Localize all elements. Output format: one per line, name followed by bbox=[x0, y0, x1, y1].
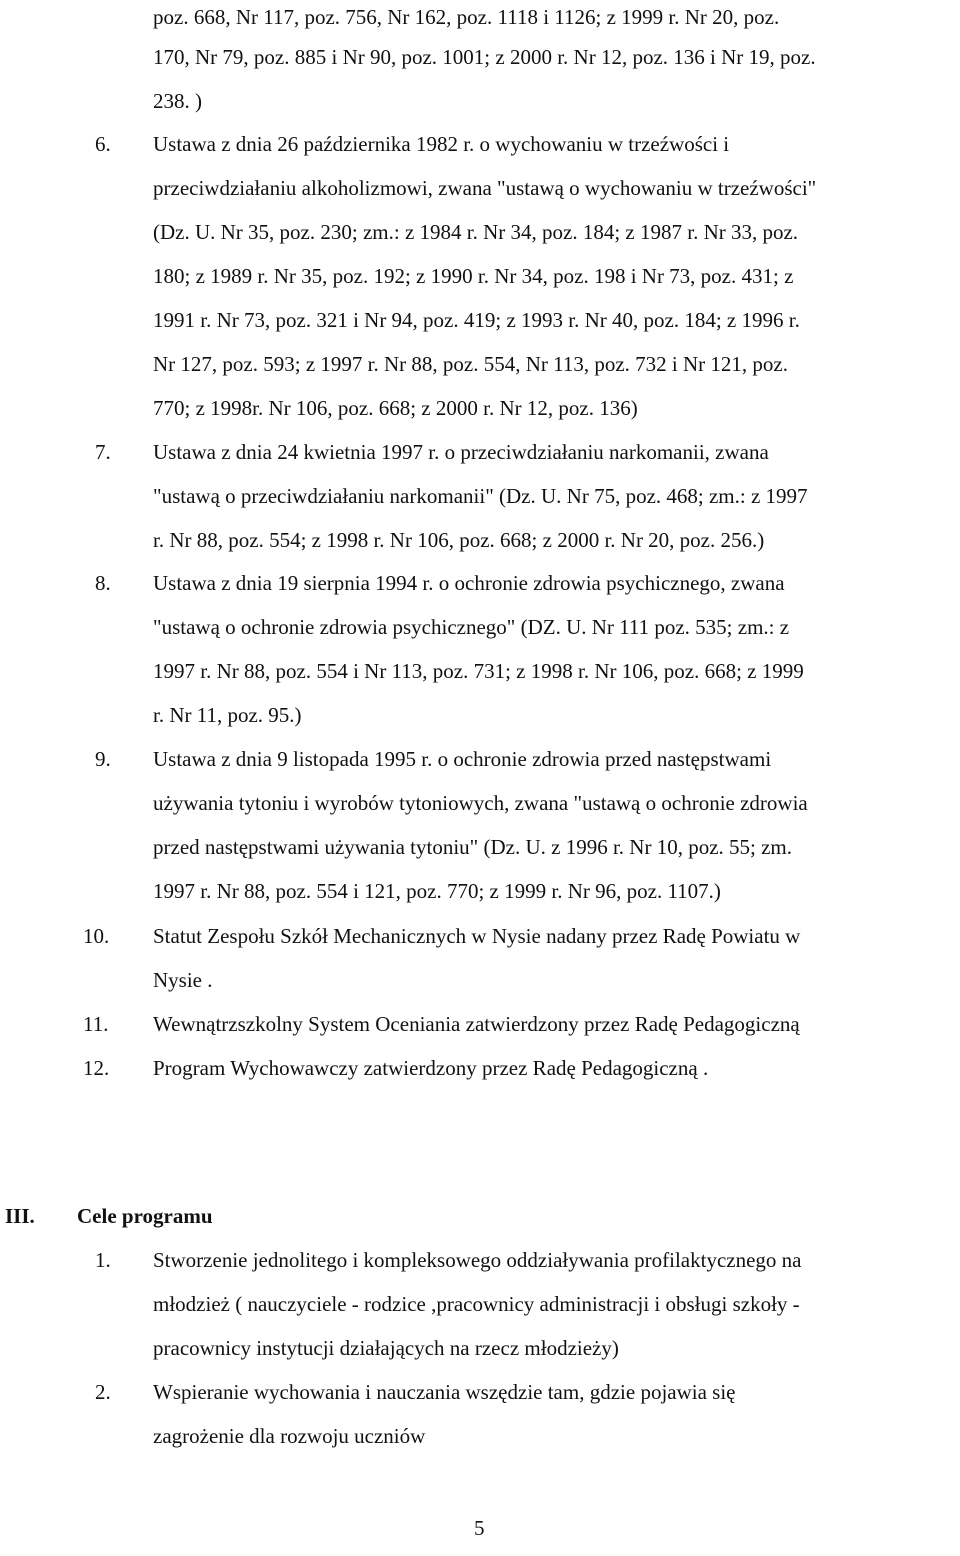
list-item-number: 9. bbox=[95, 747, 111, 771]
list-item-number: 6. bbox=[95, 132, 111, 156]
list-item-number: 11. bbox=[83, 1012, 109, 1036]
list-item-line: przed następstwami używania tytoniu" (Dz. U. z 1996 r. Nr 10, poz. 55; zm. bbox=[153, 835, 793, 859]
goal-line: pracownicy instytucji działających na rzecz młodzieży) bbox=[153, 1336, 619, 1360]
list-item-line: Ustawa z dnia 26 października 1982 r. o wychowaniu w trzeźwości i bbox=[153, 132, 730, 156]
goal-number: 2. bbox=[95, 1380, 111, 1404]
list-item-line: r. Nr 11, poz. 95.) bbox=[153, 703, 302, 727]
list-item-line: używania tytoniu i wyrobów tytoniowych, zwana "ustawą o ochronie zdrowia bbox=[153, 791, 808, 815]
list-item-line: 1997 r. Nr 88, poz. 554 i 121, poz. 770; z 1999 r. Nr 96, poz. 1107.) bbox=[153, 879, 721, 903]
list-item-line: Statut Zespołu Szkół Mechanicznych w Nysie nadany przez Radę Powiatu w bbox=[153, 924, 801, 948]
list-item-line: "ustawą o ochronie zdrowia psychicznego" (DZ. U. Nr 111 poz. 535; zm.: z bbox=[153, 615, 790, 639]
list-item-line: 180; z 1989 r. Nr 35, poz. 192; z 1990 r. Nr 34, poz. 198 i Nr 73, poz. 431; z bbox=[153, 264, 794, 288]
list-item-line: Ustawa z dnia 24 kwietnia 1997 r. o przeciwdziałaniu narkomanii, zwana bbox=[153, 440, 769, 464]
list-item-number: 7. bbox=[95, 440, 111, 464]
list-item-line: r. Nr 88, poz. 554; z 1998 r. Nr 106, poz. 668; z 2000 r. Nr 20, poz. 256.) bbox=[153, 528, 765, 552]
list-item-number: 8. bbox=[95, 571, 111, 595]
list-item-line: 1991 r. Nr 73, poz. 321 i Nr 94, poz. 419; z 1993 r. Nr 40, poz. 184; z 1996 r. bbox=[153, 308, 800, 332]
list-item-line: 1997 r. Nr 88, poz. 554 i Nr 113, poz. 731; z 1998 r. Nr 106, poz. 668; z 1999 bbox=[153, 659, 804, 683]
list-item-line: (Dz. U. Nr 35, poz. 230; zm.: z 1984 r. Nr 34, poz. 184; z 1987 r. Nr 33, poz. bbox=[153, 220, 799, 244]
continuation-line: 238. ) bbox=[153, 89, 202, 113]
goal-line: Wspieranie wychowania i nauczania wszędzie tam, gdzie pojawia się bbox=[153, 1380, 736, 1404]
goal-line: młodzież ( nauczyciele - rodzice ,pracownicy administracji i obsługi szkoły - bbox=[153, 1292, 800, 1316]
list-item-line: Program Wychowawczy zatwierdzony przez Radę Pedagogiczną . bbox=[153, 1056, 709, 1080]
list-item-line: "ustawą o przeciwdziałaniu narkomanii" (Dz. U. Nr 75, poz. 468; zm.: z 1997 bbox=[153, 484, 808, 508]
list-item-number: 10. bbox=[83, 924, 110, 948]
section-title: Cele programu bbox=[77, 1204, 213, 1228]
list-item-line: Ustawa z dnia 9 listopada 1995 r. o ochronie zdrowia przed następstwami bbox=[153, 747, 772, 771]
list-item-number: 12. bbox=[83, 1056, 110, 1080]
goal-number: 1. bbox=[95, 1248, 111, 1272]
list-item-line: Nysie . bbox=[153, 968, 213, 992]
section-numeral: III. bbox=[5, 1204, 35, 1228]
continuation-line: 170, Nr 79, poz. 885 i Nr 90, poz. 1001; z 2000 r. Nr 12, poz. 136 i Nr 19, poz. bbox=[153, 45, 816, 69]
goal-line: zagrożenie dla rozwoju uczniów bbox=[153, 1424, 426, 1448]
list-item-line: Ustawa z dnia 19 sierpnia 1994 r. o ochronie zdrowia psychicznego, zwana bbox=[153, 571, 785, 595]
continuation-line: poz. 668, Nr 117, poz. 756, Nr 162, poz. 1118 i 1126; z 1999 r. Nr 20, poz. bbox=[153, 5, 780, 29]
list-item-line: przeciwdziałaniu alkoholizmowi, zwana "ustawą o wychowaniu w trzeźwości" bbox=[153, 176, 817, 200]
list-item-line: 770; z 1998r. Nr 106, poz. 668; z 2000 r. Nr 12, poz. 136) bbox=[153, 396, 638, 420]
list-item-line: Nr 127, poz. 593; z 1997 r. Nr 88, poz. 554, Nr 113, poz. 732 i Nr 121, poz. bbox=[153, 352, 788, 376]
page-number: 5 bbox=[474, 1516, 485, 1540]
goal-line: Stworzenie jednolitego i kompleksowego oddziaływania profilaktycznego na bbox=[153, 1248, 802, 1272]
list-item-line: Wewnątrzszkolny System Oceniania zatwierdzony przez Radę Pedagogiczną bbox=[153, 1012, 800, 1036]
